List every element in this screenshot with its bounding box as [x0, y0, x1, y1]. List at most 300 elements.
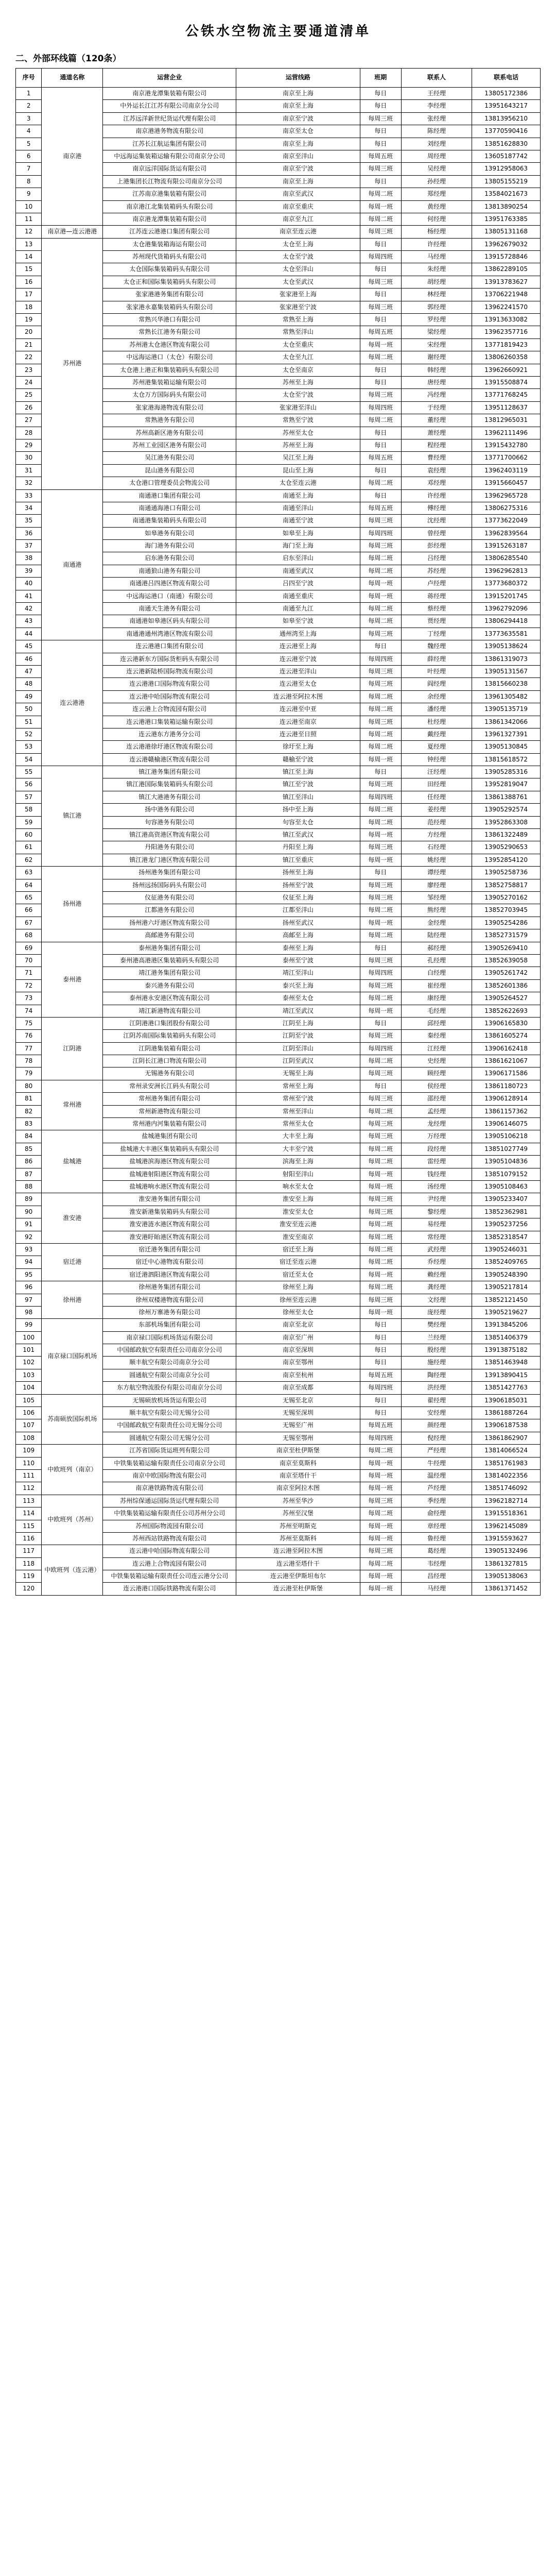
table-cell: 汪经理	[401, 766, 472, 778]
table-cell: 13905132496	[472, 1545, 541, 1557]
table-cell: 13852622693	[472, 1005, 541, 1017]
table-cell: 47	[16, 665, 42, 677]
table-cell: 84	[16, 1130, 42, 1143]
table-cell: 崔经理	[401, 979, 472, 992]
table-cell: 每周一班	[360, 1482, 401, 1495]
table-cell: 13913633082	[472, 314, 541, 326]
table-cell: 南京港龙潭集装箱有限公司	[103, 88, 236, 100]
table-cell: 南通至宁波	[236, 515, 360, 527]
table-cell: 51	[16, 716, 42, 728]
table-cell: 每日	[360, 263, 401, 276]
table-cell: 刘经理	[401, 138, 472, 150]
table-cell: 24	[16, 376, 42, 388]
table-cell: 每周四班	[360, 791, 401, 803]
table-cell: 南京至广州	[236, 1331, 360, 1344]
table-cell: 每周二班	[360, 603, 401, 615]
table-cell: 73	[16, 992, 42, 1005]
table-cell: 陆经理	[401, 929, 472, 942]
table-cell: 108	[16, 1432, 42, 1444]
table-cell: 连云港至太仓	[236, 678, 360, 690]
table-cell: 南京至成都	[236, 1382, 360, 1394]
table-cell: 每日	[360, 427, 401, 439]
table-cell: 宿迁港泗阳港区物流有限公司	[103, 1268, 236, 1281]
table-cell: 76	[16, 1030, 42, 1042]
table-cell: 太仓至南京	[236, 364, 360, 376]
table-cell: 连云港东方港务分公司	[103, 728, 236, 740]
table-cell: 射阳至洋山	[236, 1168, 360, 1180]
table-cell: 太仓港上港正和集装箱码头有限公司	[103, 364, 236, 376]
table-cell: 61	[16, 841, 42, 854]
table-cell: 宿迁至上海	[236, 1243, 360, 1256]
table-cell: 无锡至鄂州	[236, 1432, 360, 1444]
table-cell: 13861319073	[472, 653, 541, 665]
table-cell: 朱经理	[401, 263, 472, 276]
table-cell: 何经理	[401, 213, 472, 225]
table-cell: 每周三班	[360, 1206, 401, 1218]
table-cell: 每周四班	[360, 1432, 401, 1444]
table-cell: 龙经理	[401, 1118, 472, 1130]
table-cell: 14	[16, 251, 42, 263]
table-cell: 南通至上海	[236, 489, 360, 502]
table-cell: 姜经理	[401, 804, 472, 816]
table-cell: 每周二班	[360, 703, 401, 716]
table-cell: 庞经理	[401, 1306, 472, 1318]
table-cell: 江都港务有限公司	[103, 904, 236, 917]
table-cell: 85	[16, 1143, 42, 1155]
table-cell: 72	[16, 979, 42, 992]
table-cell: 每周一班	[360, 338, 401, 351]
table-cell: 俞经理	[401, 1507, 472, 1520]
table-cell: 无锡至深圳	[236, 1407, 360, 1419]
table-cell: 每周四班	[360, 1382, 401, 1394]
table-cell: 13905138624	[472, 640, 541, 653]
table-cell: 13951763385	[472, 213, 541, 225]
table-cell: 每周二班	[360, 728, 401, 740]
table-cell: 冯经理	[401, 389, 472, 401]
table-cell: 102	[16, 1357, 42, 1369]
table-cell: 每日	[360, 1344, 401, 1357]
table-cell: 33	[16, 489, 42, 502]
table-cell: 易经理	[401, 1218, 472, 1231]
table-cell: 每周一班	[360, 1005, 401, 1017]
table-cell: 13861180723	[472, 1080, 541, 1092]
table-cell: 连云港港口国际物流有限公司	[103, 678, 236, 690]
table-cell: 盐城港滨海港区物流有限公司	[103, 1156, 236, 1168]
table-cell: 13806294418	[472, 615, 541, 628]
table-cell: 每周一班	[360, 1469, 401, 1482]
table-cell: 每周三班	[360, 276, 401, 288]
table-cell: 南京至上海	[236, 100, 360, 112]
table-cell: 95	[16, 1268, 42, 1281]
table-cell: 许经理	[401, 489, 472, 502]
table-cell: 13905130845	[472, 741, 541, 753]
table-cell: 32	[16, 477, 42, 489]
table-cell: 26	[16, 401, 42, 414]
table-cell: 13773680372	[472, 578, 541, 590]
table-cell: 13962962813	[472, 565, 541, 577]
table-cell: 每日	[360, 464, 401, 477]
table-cell: 每周一班	[360, 854, 401, 866]
table-cell: 20	[16, 326, 42, 338]
table-cell: 连云港港口集装箱运输有限公司	[103, 716, 236, 728]
table-cell: 南京港江北集装箱码头有限公司	[103, 200, 236, 213]
table-row	[16, 1281, 541, 1294]
table-cell: 每周一班	[360, 1268, 401, 1281]
table-cell: 仪征港务有限公司	[103, 892, 236, 904]
table-row	[16, 88, 541, 100]
table-cell: 13852758817	[472, 879, 541, 891]
table-cell: 扬州港	[42, 867, 103, 942]
table-cell: 每周五班	[360, 326, 401, 338]
table-cell: 13861342066	[472, 716, 541, 728]
table-cell: 111	[16, 1469, 42, 1482]
table-cell: 64	[16, 879, 42, 891]
table-cell: 常州至上海	[236, 1080, 360, 1092]
table-cell: 89	[16, 1193, 42, 1206]
table-cell: 13852362981	[472, 1206, 541, 1218]
table-cell: 每周一班	[360, 1583, 401, 1595]
table-cell: 13861621067	[472, 1055, 541, 1067]
table-cell: 李经理	[401, 100, 472, 112]
table-cell: 13915660457	[472, 477, 541, 489]
table-cell: 每周二班	[360, 477, 401, 489]
table-cell: 4	[16, 125, 42, 138]
table-cell: 常州新港物流有限公司	[103, 1105, 236, 1117]
table-cell: 74	[16, 1005, 42, 1017]
table-cell: 苏州高新区港务有限公司	[103, 427, 236, 439]
table-cell: 每周四班	[360, 1042, 401, 1055]
table-cell: 每日	[360, 289, 401, 301]
table-cell: 每周二班	[360, 1557, 401, 1570]
table-cell: 葛经理	[401, 1545, 472, 1557]
table-cell: 每周二班	[360, 414, 401, 427]
table-row	[16, 1017, 541, 1029]
table-cell: 秦经理	[401, 1030, 472, 1042]
table-cell: 仪征至上海	[236, 892, 360, 904]
table-cell: 夏经理	[401, 741, 472, 753]
table-cell: 13861157362	[472, 1105, 541, 1117]
table-cell: 每日	[360, 1331, 401, 1344]
table-cell: 每周三班	[360, 515, 401, 527]
table-cell: 每周三班	[360, 841, 401, 854]
table-cell: 淮安新港集装箱码头有限公司	[103, 1206, 236, 1218]
table-cell: 南京至宁波	[236, 112, 360, 125]
table-cell: 112	[16, 1482, 42, 1495]
table-cell: 每周三班	[360, 879, 401, 891]
table-cell: 13806285540	[472, 552, 541, 565]
table-cell: 徐州至连云港	[236, 1294, 360, 1306]
table-cell: 每日	[360, 175, 401, 188]
table-cell: 13706221948	[472, 289, 541, 301]
table-cell: 石经理	[401, 841, 472, 854]
table-cell: 马经理	[401, 1583, 472, 1595]
table-cell: 徐州港	[42, 1281, 103, 1319]
table-cell: 谭经理	[401, 867, 472, 879]
table-cell: 扬州港务集团有限公司	[103, 867, 236, 879]
table-cell: 62	[16, 854, 42, 866]
table-cell: 90	[16, 1206, 42, 1218]
document-title: 公铁水空物流主要通道清单	[185, 24, 371, 39]
table-cell: 每日	[360, 100, 401, 112]
table-cell: 每周一班	[360, 200, 401, 213]
table-cell: 连云港上合物流园有限公司	[103, 1557, 236, 1570]
table-cell: 8	[16, 175, 42, 188]
table-cell: 丹阳港务有限公司	[103, 841, 236, 854]
table-cell: 每周一班	[360, 1520, 401, 1532]
table-cell: 连云港中哈国际物流有限公司	[103, 1545, 236, 1557]
table-cell: 宿迁港务集团有限公司	[103, 1243, 236, 1256]
table-cell: 王经理	[401, 88, 472, 100]
table-cell: 殷经理	[401, 1344, 472, 1357]
table-cell: 侯经理	[401, 1080, 472, 1092]
table-cell: 每周二班	[360, 1231, 401, 1243]
table-cell: 萧经理	[401, 427, 472, 439]
table-cell: 13813956210	[472, 112, 541, 125]
table-cell: 张家港港务集团有限公司	[103, 289, 236, 301]
table-cell: 大丰至宁波	[236, 1143, 360, 1155]
table-cell: 13962839564	[472, 527, 541, 539]
table-cell: 苏州工业园区港务有限公司	[103, 439, 236, 451]
table-cell: 13905246031	[472, 1243, 541, 1256]
table-cell: 每周一班	[360, 1168, 401, 1180]
table-cell: 南京至重庆	[236, 200, 360, 213]
table-cell: 范经理	[401, 816, 472, 828]
table-cell: 13952863308	[472, 816, 541, 828]
table-cell: 康经理	[401, 992, 472, 1005]
table-cell: 江阴港集装箱有限公司	[103, 1042, 236, 1055]
table-cell: 顺丰航空有限公司南京分公司	[103, 1357, 236, 1369]
table-cell: 15	[16, 263, 42, 276]
table-cell: 吕经理	[401, 552, 472, 565]
table-cell: 每周三班	[360, 954, 401, 967]
table-cell: 每日	[360, 1017, 401, 1029]
table-cell: 南京至阿拉木图	[236, 1482, 360, 1495]
table-cell: 段经理	[401, 1143, 472, 1155]
table-cell: 顾经理	[401, 1067, 472, 1080]
table-cell: 太仓港口管理委员会物流公司	[103, 477, 236, 489]
table-cell: 南京至九江	[236, 213, 360, 225]
table-cell: 1	[16, 88, 42, 100]
table-cell: 每周三班	[360, 628, 401, 640]
table-cell: 每周二班	[360, 804, 401, 816]
table-cell: 常州港内河集装箱有限公司	[103, 1118, 236, 1130]
table-cell: 盐城港	[42, 1130, 103, 1193]
table-cell: 每周五班	[360, 150, 401, 162]
table-cell: 邹经理	[401, 892, 472, 904]
table-cell: 昌经理	[401, 1570, 472, 1583]
table-cell: 114	[16, 1507, 42, 1520]
table-cell: 连云港至南京	[236, 716, 360, 728]
table-cell: 万经理	[401, 1130, 472, 1143]
table-cell: 薛经理	[401, 653, 472, 665]
table-cell: 13605187742	[472, 150, 541, 162]
table-cell: 江苏南京港集装箱有限公司	[103, 188, 236, 200]
table-cell: 南京至太仓	[236, 125, 360, 138]
table-cell: 太仓万方国际码头有限公司	[103, 389, 236, 401]
table-cell: 江苏省国际货运班列有限公司	[103, 1445, 236, 1457]
table-cell: 22	[16, 351, 42, 364]
table-cell: 黎经理	[401, 1206, 472, 1218]
table-cell: 常州至太仓	[236, 1118, 360, 1130]
table-cell: 中远海运港口（南通）有限公司	[103, 590, 236, 602]
table-cell: 19	[16, 314, 42, 326]
table-cell: 13905219627	[472, 1306, 541, 1318]
table-cell: 顺丰航空有限公司无锡分公司	[103, 1407, 236, 1419]
table-cell: 每日	[360, 1080, 401, 1092]
table-cell: 镇江大港港务有限公司	[103, 791, 236, 803]
table-cell: 高邮港务有限公司	[103, 929, 236, 942]
table-cell: 连云港中哈国际物流有限公司	[103, 690, 236, 703]
table-cell: 任经理	[401, 791, 472, 803]
table-cell: 每周三班	[360, 1495, 401, 1507]
route-table-body	[16, 88, 541, 1596]
table-cell: 13814022356	[472, 1469, 541, 1482]
table-cell: 13905131567	[472, 665, 541, 677]
table-row	[16, 1130, 541, 1143]
table-cell: 徐州至太仓	[236, 1306, 360, 1318]
table-cell: 韩经理	[401, 364, 472, 376]
table-cell: 13906187538	[472, 1419, 541, 1432]
table-cell: 熊经理	[401, 904, 472, 917]
table-cell: 连云港上合物流园有限公司	[103, 703, 236, 716]
table-cell: 常熟长江港务有限公司	[103, 326, 236, 338]
table-cell: 每周三班	[360, 979, 401, 992]
table-cell: 每周一班	[360, 1306, 401, 1318]
table-cell: 13812965031	[472, 414, 541, 427]
table-cell: 13815618572	[472, 753, 541, 766]
table-row	[16, 867, 541, 879]
table-cell: 13851746092	[472, 1482, 541, 1495]
table-cell: 29	[16, 439, 42, 451]
table-cell: 江阴港	[42, 1017, 103, 1080]
table-row	[16, 766, 541, 778]
table-cell: 南京远洋国际货运有限公司	[103, 163, 236, 175]
table-cell: 南京中欧国际物流有限公司	[103, 1469, 236, 1482]
table-cell: 18	[16, 301, 42, 313]
table-cell: 120	[16, 1583, 42, 1595]
table-cell: 叶经理	[401, 665, 472, 677]
table-cell: 94	[16, 1256, 42, 1268]
table-cell: 每周三班	[360, 1130, 401, 1143]
table-cell: 66	[16, 904, 42, 917]
table-cell: 常熟港务有限公司	[103, 414, 236, 427]
table-cell: 13905292574	[472, 804, 541, 816]
table-cell: 彭经理	[401, 540, 472, 552]
table-cell: 70	[16, 954, 42, 967]
table-cell: 江阴至洋山	[236, 1042, 360, 1055]
table-cell: 南通港通州湾港区物流有限公司	[103, 628, 236, 640]
table-cell: 44	[16, 628, 42, 640]
table-cell: 81	[16, 1093, 42, 1105]
table-cell: 每周三班	[360, 112, 401, 125]
table-cell: 13952854120	[472, 854, 541, 866]
table-cell: 13905261742	[472, 967, 541, 979]
table-cell: 南通通海港口有限公司	[103, 502, 236, 514]
table-cell: 13913890415	[472, 1369, 541, 1381]
table-cell: 13962111496	[472, 427, 541, 439]
table-cell: 13771700662	[472, 452, 541, 464]
table-cell: 连云港至阿拉木图	[236, 1545, 360, 1557]
table-cell: 海门港务有限公司	[103, 540, 236, 552]
table-cell: 13905258736	[472, 867, 541, 879]
table-cell: 扬中港务有限公司	[103, 804, 236, 816]
table-cell: 无锡至上海	[236, 1067, 360, 1080]
table-cell: 镇江港务集团有限公司	[103, 766, 236, 778]
table-cell: 每周三班	[360, 1118, 401, 1130]
table-cell: 69	[16, 942, 42, 954]
table-cell: 13905233407	[472, 1193, 541, 1206]
table-cell: 南京至上海	[236, 88, 360, 100]
table-cell: 88	[16, 1180, 42, 1193]
table-cell: 淮安港涟水港区物流有限公司	[103, 1218, 236, 1231]
table-cell: 胡经理	[401, 276, 472, 288]
table-cell: 翟经理	[401, 1394, 472, 1406]
table-cell: 每周二班	[360, 213, 401, 225]
table-cell: 通州湾至上海	[236, 628, 360, 640]
table-cell: 南通狼山港务有限公司	[103, 565, 236, 577]
table-cell: 镇江港高资港区物流有限公司	[103, 829, 236, 841]
table-cell: 张家港至上海	[236, 289, 360, 301]
table-cell: 季经理	[401, 1495, 472, 1507]
table-cell: 每周二班	[360, 929, 401, 942]
table-cell: 昆山至上海	[236, 464, 360, 477]
table-cell: 海门至上海	[236, 540, 360, 552]
table-cell: 每日	[360, 138, 401, 150]
table-cell: 白经理	[401, 967, 472, 979]
table-cell: 每周二班	[360, 816, 401, 828]
table-cell: 59	[16, 816, 42, 828]
table-cell: 颜经理	[401, 1419, 472, 1432]
table-cell: 苏州港集装箱运输有限公司	[103, 376, 236, 388]
table-cell: 每周一班	[360, 829, 401, 841]
table-cell: 镇江至武汉	[236, 829, 360, 841]
table-cell: 13906171586	[472, 1067, 541, 1080]
table-cell: 每日	[360, 1357, 401, 1369]
table-cell: 如皋港务有限公司	[103, 527, 236, 539]
table-cell: 句容港务有限公司	[103, 816, 236, 828]
table-cell: 宿迁港	[42, 1243, 103, 1281]
table-cell: 吕四至宁波	[236, 578, 360, 590]
table-cell: 南通至重庆	[236, 590, 360, 602]
table-cell: 周经理	[401, 150, 472, 162]
table-cell: 13905217814	[472, 1281, 541, 1294]
table-cell: 淮安至连云港	[236, 1218, 360, 1231]
table-cell: 牛经理	[401, 1457, 472, 1469]
table-cell: 淮安港盱眙港区物流有限公司	[103, 1231, 236, 1243]
table-cell: 13806275316	[472, 502, 541, 514]
table-cell: 13905248390	[472, 1268, 541, 1281]
table-cell: 每周二班	[360, 1281, 401, 1294]
table-cell: 13813890254	[472, 200, 541, 213]
table-cell: 每周五班	[360, 502, 401, 514]
table-cell: 如皋至宁波	[236, 615, 360, 628]
table-cell: 连云港至伊斯坦布尔	[236, 1570, 360, 1583]
table-row	[16, 226, 541, 238]
table-cell: 响水至太仓	[236, 1180, 360, 1193]
table-cell: 57	[16, 791, 42, 803]
table-cell: 13962145089	[472, 1520, 541, 1532]
table-cell: 每日	[360, 489, 401, 502]
table-cell: 13851027749	[472, 1143, 541, 1155]
table-cell: 21	[16, 338, 42, 351]
table-cell: 太仓至宁波	[236, 251, 360, 263]
table-cell: 太仓国际集装箱码头有限公司	[103, 263, 236, 276]
table-cell: 盐城港响水港区物流有限公司	[103, 1180, 236, 1193]
table-cell: 南通至九江	[236, 603, 360, 615]
table-cell: 13952819047	[472, 778, 541, 791]
table-cell: 无锡港务有限公司	[103, 1067, 236, 1080]
table-cell: 东部机场集团有限公司	[103, 1319, 236, 1331]
